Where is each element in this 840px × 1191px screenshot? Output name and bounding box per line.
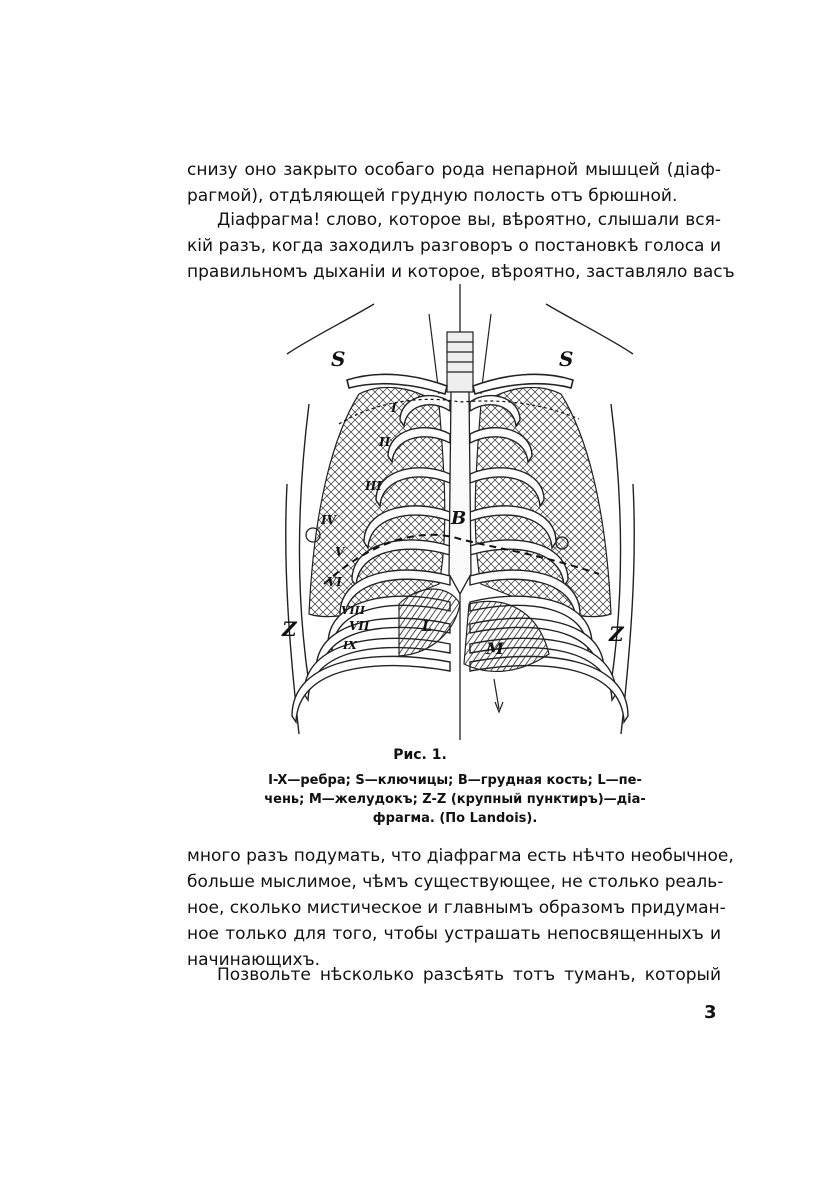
label-rib-1: I xyxy=(391,401,397,415)
text-line: правильномъ дыханіи и которое, вѣроятно, заставляло васъ xyxy=(187,262,735,282)
label-rib-3: III xyxy=(365,479,382,493)
text-line: кій разъ, когда заходилъ разговоръ о постановкѣ голоса и xyxy=(187,236,721,256)
label-z-left: Z xyxy=(282,617,297,641)
label-rib-6: VI xyxy=(327,575,342,589)
label-s-right: S xyxy=(559,347,574,371)
text-line: ное только для того, чтобы устрашать непосвященныхъ и xyxy=(187,924,721,944)
paragraph-4 xyxy=(187,962,721,988)
caption-line: I-X—ребра; S—ключицы; B—грудная кость; L—пе- xyxy=(268,773,642,788)
text-line: Позвольте нѣсколько разсѣять тотъ туманъ, который xyxy=(217,965,721,985)
text-line: Діафрагма! слово, которое вы, вѣроятно, слышали вся- xyxy=(217,210,721,230)
paragraph-2 xyxy=(187,207,735,285)
figure-title: Рис. 1. xyxy=(393,747,447,763)
sternum xyxy=(449,392,471,594)
label-rib-7: VII xyxy=(349,619,370,633)
caption-line: чень; M—желудокъ; Z-Z (крупный пунктиръ)—діа- xyxy=(264,792,646,807)
text-line: рагмой), отдѣляющей грудную полость отъ брюшной. xyxy=(187,186,678,206)
text-line: ное, сколько мистическое и главнымъ образомъ придуман- xyxy=(187,898,726,918)
paragraph-3 xyxy=(187,843,734,973)
label-m: M xyxy=(486,639,504,658)
label-s-left: S xyxy=(331,347,346,371)
stomach xyxy=(464,601,549,671)
text-line: снизу оно закрыто особаго рода непарной мышцей (діаф- xyxy=(187,160,721,180)
figure-caption xyxy=(255,771,655,828)
page-number: 3 xyxy=(704,1002,717,1023)
label-z-right: Z xyxy=(609,622,624,646)
label-rib-8: VIII xyxy=(341,604,365,617)
text-line: много разъ подумать, что діафрагма есть нѣчто необычное, xyxy=(187,846,734,866)
label-b: B xyxy=(451,508,467,529)
label-l: L xyxy=(422,619,432,635)
label-rib-2: II xyxy=(379,435,391,449)
label-rib-5: V xyxy=(335,545,345,559)
label-rib-9: IX xyxy=(343,639,357,652)
text-line: больше мыслимое, чѣмъ существующее, не столько реаль- xyxy=(187,872,724,892)
rib-cage-figure xyxy=(279,284,641,740)
text-line: начинающихъ. xyxy=(187,950,321,970)
paragraph-1 xyxy=(187,157,721,209)
caption-line: фрагма. (По Landois). xyxy=(372,811,538,826)
label-rib-4: IV xyxy=(321,513,336,527)
